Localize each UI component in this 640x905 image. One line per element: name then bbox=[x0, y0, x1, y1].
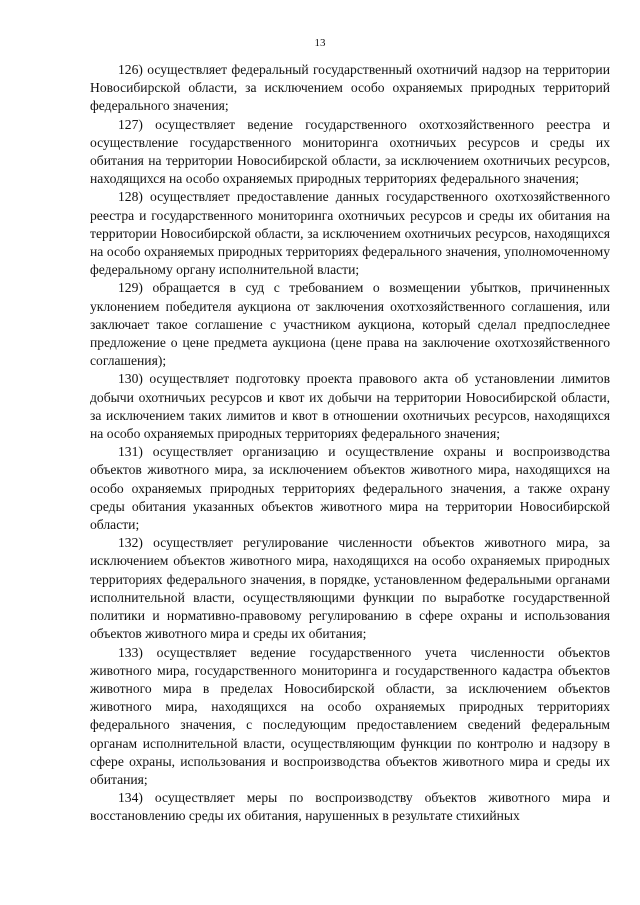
page-number: 13 bbox=[314, 37, 326, 49]
paragraph-130: 130) осуществляет подготовку проекта правового акта об установлении лимитов добычи охотничьих ресурсов и квот их добычи на территории Новосибирской области, за исключением таких лимитов и квот в отношении охотничьих ресурсов, находящихся на особо охраняемых природных территориях федерального значения; bbox=[90, 371, 610, 442]
paragraph-132: 132) осуществляет регулирование численности объектов животного мира, за исключением объектов животного мира, находящихся на особо охраняемых природных территориях федерального значения, в порядке, установленном федеральными органами исполнительной власти, осуществляющими функции по выработке государственной политики и нормативно-правовому регулированию в сфере охраны и использования объектов животного мира и среды их обитания; bbox=[90, 535, 610, 642]
document-body bbox=[90, 61, 610, 826]
paragraph-133: 133) осуществляет ведение государственного учета численности объектов животного мира, государственного мониторинга и государственного кадастра объектов животного мира в пределах Новосибирской области, за исключением объектов животного мира, находящихся на особо охраняемых природных территориях федерального значения, с последующим предоставлением сведений федеральным органам исполнительной власти, осуществляющим функции по контролю и надзору в сфере охраны, использования и воспроизводства объектов животного мира и среды их обитания; bbox=[90, 644, 610, 787]
paragraph-126: 126) осуществляет федеральный государственный охотничий надзор на территории Новосибирской области, за исключением особо охраняемых природных территорий федерального значения; bbox=[90, 62, 610, 114]
paragraph-129: 129) обращается в суд с требованием о возмещении убытков, причиненных уклонением победителя аукциона от заключения охотхозяйственного соглашения, или заключает такое соглашение с участником аукциона, который сделал предпоследнее предложение о цене предмета аукциона (цене права на заключение охотхозяйственного соглашения); bbox=[90, 280, 610, 369]
paragraph-128: 128) осуществляет предоставление данных государственного охотхозяйственного реестра и государственного мониторинга охотничьих ресурсов и среды их обитания на территории Новосибирской области, за исключением охотничьих ресурсов, находящихся на особо охраняемых природных территориях федерального значения, уполномоченному федеральному органу исполнительной власти; bbox=[90, 189, 610, 278]
paragraph-127: 127) осуществляет ведение государственного охотхозяйственного реестра и осуществление государственного мониторинга охотничьих ресурсов и среды их обитания на территории Новосибирской области, за исключением охотничьих ресурсов, находящихся на особо охраняемых природных территориях федерального значения; bbox=[90, 116, 610, 187]
paragraph-134: 134) осуществляет меры по воспроизводству объектов животного мира и восстановлению среды их обитания, нарушенных в результате стихийных bbox=[90, 790, 610, 824]
paragraph-131: 131) осуществляет организацию и осуществление охраны и воспроизводства объектов животного мира, за исключением объектов животного мира, находящихся на особо охраняемых природных территориях федерального значения, а также охрану среды обитания указанных объектов животного мира на территории Новосибирской области; bbox=[90, 444, 610, 533]
